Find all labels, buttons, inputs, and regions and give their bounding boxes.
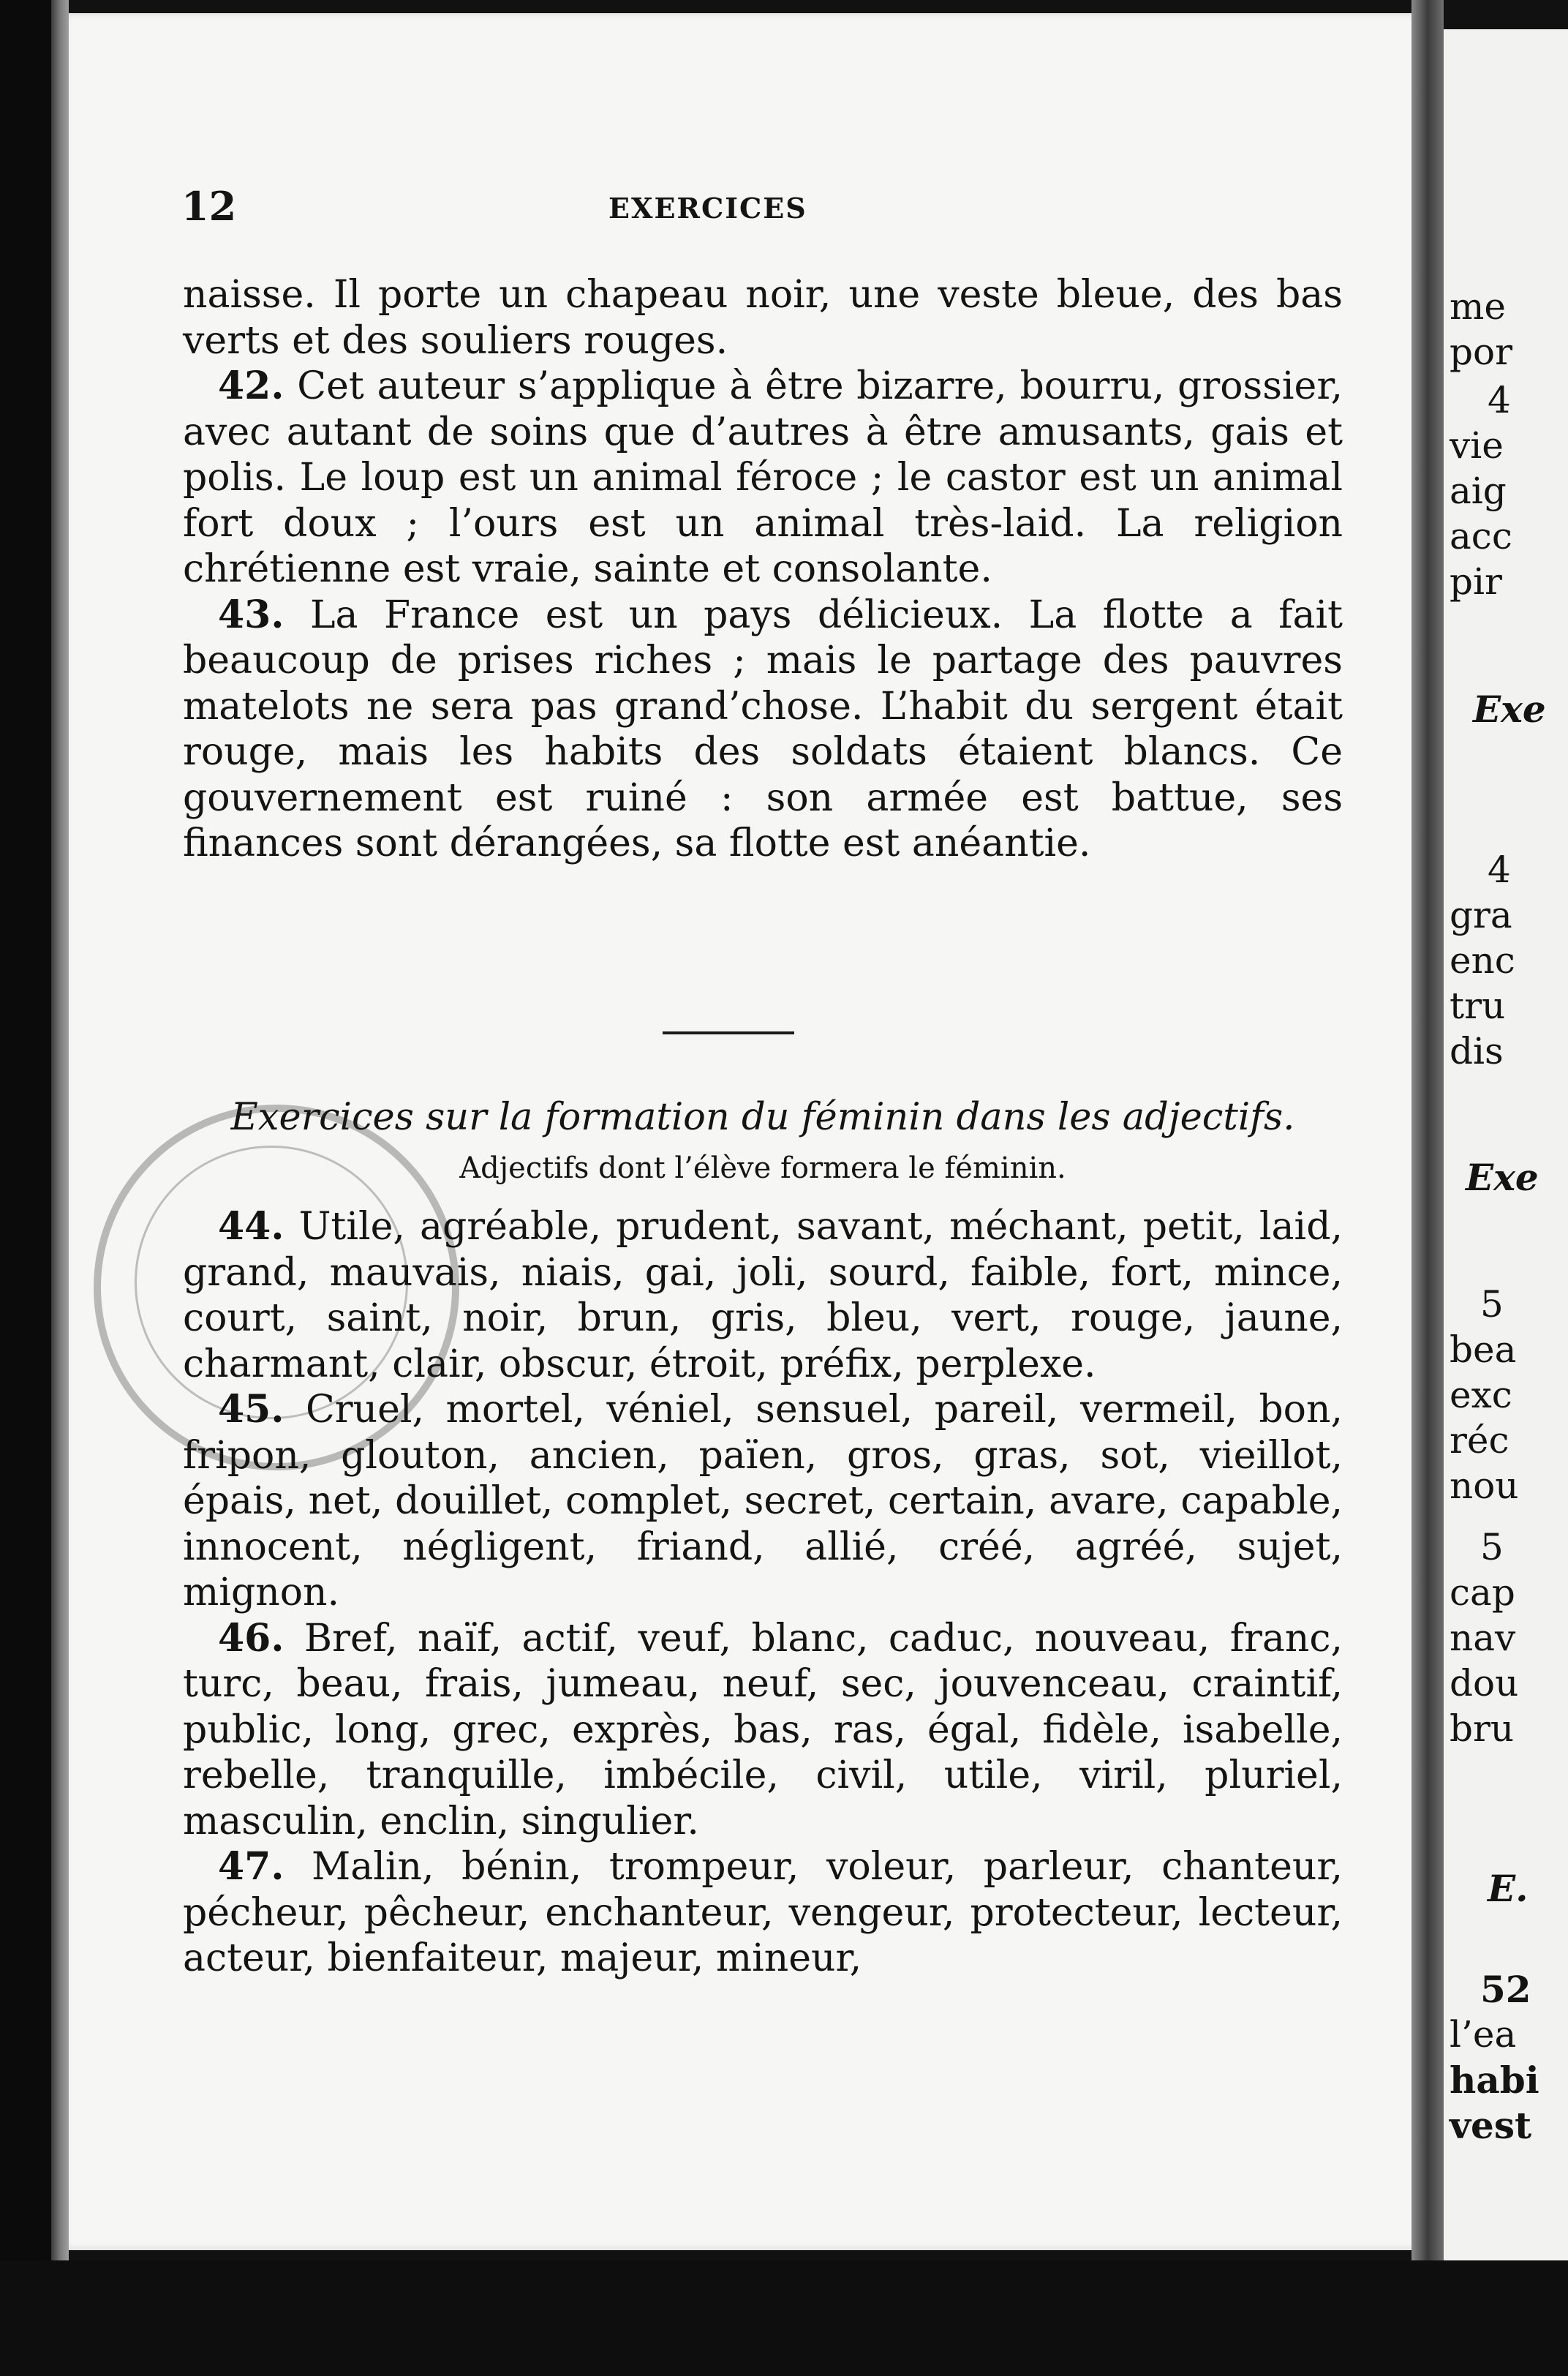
facing-fragment: vie	[1450, 424, 1504, 467]
exercise-44	[183, 1204, 1343, 1387]
section-title: Exercices sur la formation du féminin dans les adjectifs.	[230, 1096, 1295, 1139]
book-gutter	[1411, 0, 1444, 2260]
facing-fragment: aig	[1450, 470, 1507, 512]
exercise-text: Utile, agréable, prudent, savant, méchant, petit, laid, grand, mauvais, niais, gai, joli, sourd, faible, fort, mince, court, saint, noir, brun, gris, bleu, vert, rouge, jaune, charmant, clair, obscur, étroit, préfix, perplexe.	[183, 1205, 1343, 1386]
paragraph-text: La France est un pays délicieux. La flotte a fait beaucoup de prises riches ; mais le partage des pauvres matelots ne sera pas grand’chose. L’habit du sergent était rouge, mais les habits des soldats étaient blancs. Ce gouvernement est ruiné : son armée est battue, ses finances sont dérangées, sa flotte est anéantie.	[183, 593, 1343, 865]
paragraph-text: naisse. Il porte un chapeau noir, une veste bleue, des bas verts et des souliers rouges.	[183, 273, 1343, 363]
scan-margin-left	[0, 0, 51, 2376]
facing-fragment: réc	[1450, 1419, 1509, 1462]
facing-fragment: 4	[1488, 379, 1511, 421]
paragraph-continuation	[183, 272, 1343, 364]
facing-fragment: Exe	[1473, 688, 1546, 731]
facing-fragment: enc	[1450, 939, 1515, 982]
facing-fragment: 5	[1480, 1283, 1504, 1326]
facing-fragment: 5	[1480, 1526, 1504, 1568]
book-spine-edge	[51, 0, 69, 2376]
exercise-text: Malin, bénin, trompeur, voleur, parleur, chanteur, pécheur, pêcheur, enchanteur, vengeur, protecteur, lecteur, acteur, bienfaiteur, majeur, mineur,	[183, 1845, 1343, 1980]
paragraph-number: 42.	[218, 364, 284, 408]
exercise-46	[183, 1616, 1343, 1845]
facing-fragment: 52	[1480, 1968, 1531, 2011]
paragraph-text: Cet auteur s’applique à être bizarre, bourru, grossier, avec autant de soins que d’autres à être amusants, gais et polis. Le loup est un animal féroce ; le castor est un animal fort doux ; l’ours est un animal très-laid. La religion chrétienne est vraie, sainte et consolante.	[183, 364, 1343, 591]
facing-fragment: dis	[1450, 1030, 1504, 1072]
facing-fragment: bru	[1450, 1707, 1515, 1750]
facing-fragment: bea	[1450, 1328, 1517, 1371]
scan-margin-bottom	[0, 2260, 1568, 2376]
facing-fragment: acc	[1450, 515, 1512, 557]
facing-page	[1444, 29, 1568, 2260]
paragraph-42	[183, 364, 1343, 593]
section-divider	[663, 1031, 794, 1034]
facing-fragment: E.	[1488, 1867, 1529, 1910]
facing-fragment: me	[1450, 285, 1507, 328]
facing-fragment: dou	[1450, 1662, 1519, 1704]
facing-fragment: vest	[1450, 2104, 1532, 2147]
page-number: 12	[181, 183, 237, 230]
facing-fragment: exc	[1450, 1374, 1512, 1416]
facing-fragment: 4	[1488, 849, 1511, 891]
facing-fragment: tru	[1450, 985, 1506, 1027]
facing-fragment: Exe	[1466, 1156, 1539, 1199]
facing-fragment: l’ea	[1450, 2013, 1517, 2056]
body-text-top	[183, 272, 1343, 867]
page-header	[0, 183, 1568, 241]
exercise-47	[183, 1844, 1343, 1982]
facing-fragment: cap	[1450, 1571, 1515, 1614]
exercise-text: Bref, naïf, actif, veuf, blanc, caduc, nouveau, franc, turc, beau, frais, jumeau, neuf, sec, jouvenceau, craintif, public, long, grec, exprès, bas, ras, égal, fidèle, isabelle, rebelle, tranquille, imbécile, civil, utile, viril, pluriel, masculin, enclin, singulier.	[183, 1616, 1343, 1843]
section-subtitle: Adjectifs dont l’élève formera le féminin.	[459, 1151, 1066, 1185]
facing-fragment: nou	[1450, 1465, 1519, 1507]
facing-fragment: por	[1450, 331, 1513, 373]
exercise-45	[183, 1387, 1343, 1616]
exercise-text: Cruel, mortel, véniel, sensuel, pareil, vermeil, bon, fripon, glouton, ancien, païen, gros, gras, sot, vieillot, épais, net, douillet, complet, secret, certain, avare, capable, innocent, négligent, friand, allié, créé, agréé, sujet, mignon.	[183, 1388, 1343, 1614]
paragraph-number: 43.	[218, 592, 284, 637]
paragraph-43	[183, 593, 1343, 867]
exercise-number: 47.	[218, 1844, 284, 1889]
exercise-number: 45.	[218, 1387, 284, 1432]
body-text-exercises	[183, 1204, 1343, 1982]
running-title: EXERCICES	[608, 192, 807, 225]
facing-fragment: pir	[1450, 560, 1502, 603]
facing-fragment: habi	[1450, 2059, 1539, 2102]
facing-fragment: nav	[1450, 1617, 1516, 1659]
exercise-number: 44.	[218, 1204, 284, 1249]
exercise-number: 46.	[218, 1615, 284, 1661]
facing-fragment: gra	[1450, 894, 1512, 936]
